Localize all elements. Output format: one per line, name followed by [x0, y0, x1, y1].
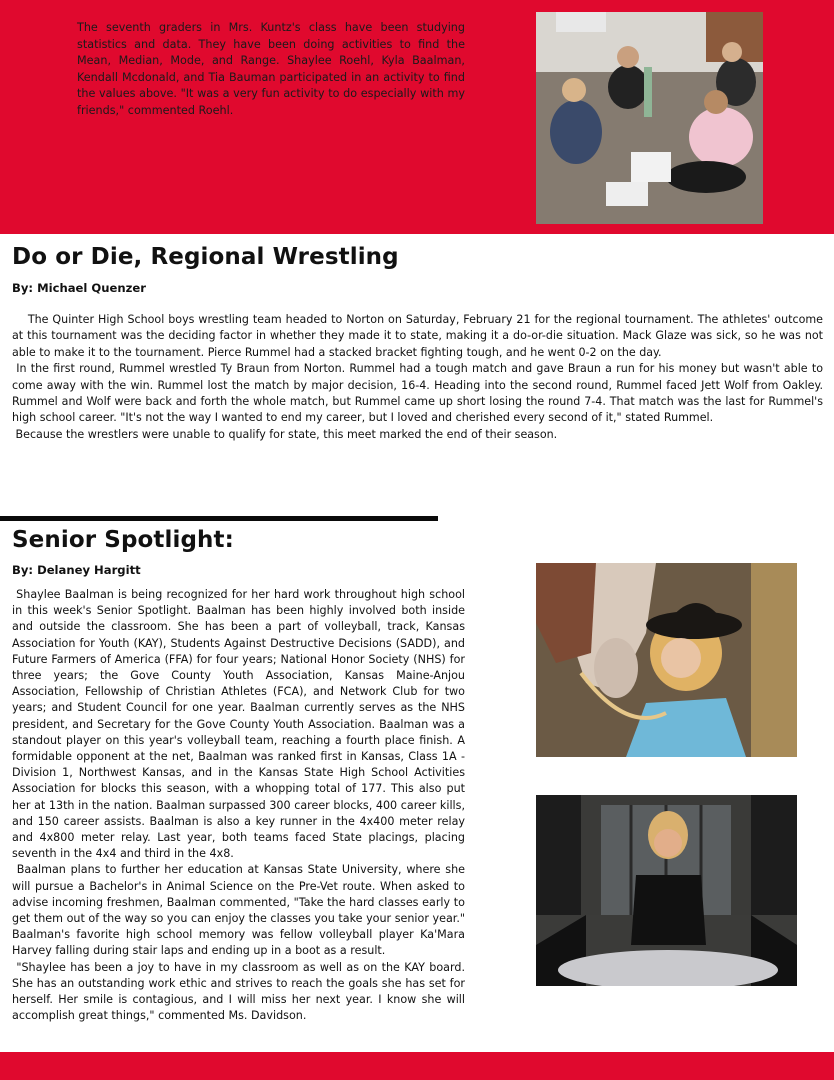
senior-paragraph: Shaylee Baalman is being recognized for her hard work throughout high school in this week's Senior Spotlight. Baalman has been highly involved both inside and outside the classroom. She has been a part of volleyball, track, Kansas Association for Youth (KAY), Students Against Destructive Decisions (SADD), and Future Farmers of America (FFA) for four years; National Honor Society (NHS) for three years; the Gove County Youth Association, Kansas Maine-Anjou Association, Fellowship of Christian Athletes (FCA), and Network Club for two years; and Student Council for one year. Baalman currently serves as the NHS president, and Secretary for the Gove County Youth Association. Baalman was a standout player on this year's volleyball team, reaching a fourth place finish. A formidable opponent at the net, Baalman was ranked first in Kansas, Class 1A - Division 1, Northwest Kansas, and in the Kansas State High School Activities Association for blocks this season, with a whopping total of 177. This also put her at 13th in the nation. Baalman surpassed 300 career blocks, 400 career kills, and 150 career assists. Baalman is also a key runner in the 4x400 meter relay and 4x800 meter relay. Last year, both teams faced State placings, placing seventh in the 4x4 and third in the 4x8. — [12, 588, 465, 861]
senior-headline: Senior Spotlight: — [12, 527, 234, 553]
senior-article — [12, 587, 465, 1024]
senior-paragraph: "Shaylee has been a joy to have in my classroom as well as on the KAY board. She has an outstanding work ethic and strives to reach the goals she has set for herself. Her smile is contagious, and I will miss her next year. I know she will accomplish great things," commented Ms. Davidson. — [12, 960, 465, 1023]
wrestling-paragraph: The Quinter High School boys wrestling team headed to Norton on Saturday, February 21 for the regional tournament. The athletes' outcome at this tournament was the deciding factor in whether they made it to state, making it a do-or-die situation. Mack Glaze was sick, so he was not able to make it to the tournament. Pierce Rummel had a stacked bracket fighting tough, and he went 0-2 on the day. — [12, 313, 823, 359]
intro-paragraph: The seventh graders in Mrs. Kuntz's class have been studying statistics and data. They have been doing activities to find the Mean, Median, Mode, and Range. Shaylee Roehl, Kyla Baalman, Kendall Mcdonald, and Tia Bauman participated in an activity to find the values above. "It was a very fun activity to do especially with my friends," commented Roehl. — [77, 21, 465, 117]
wrestling-paragraph: Because the wrestlers were unable to qualify for state, this meet marked the end of their season. — [12, 427, 558, 441]
senior-byline: By: Delaney Hargitt — [12, 563, 141, 577]
wrestling-article — [12, 312, 823, 443]
bottom-red-band — [0, 1052, 834, 1080]
senior-portrait-photo — [536, 795, 797, 986]
wrestling-headline: Do or Die, Regional Wrestling — [12, 244, 399, 270]
horse-and-girl-photo — [536, 563, 797, 757]
section-divider — [0, 516, 438, 521]
senior-paragraph: Baalman plans to further her education at Kansas State University, where she will pursue a Bachelor's in Animal Science on the Pre-Vet route. When asked to advise incoming freshmen, Baalman commented, "Take the hard classes early to get them out of the way so you can enjoy the classes you take your senior year." Baalman's favorite high school memory was fellow volleyball player Ka'Mara Harvey falling during stair laps and ending up in a boot as a result. — [12, 863, 465, 958]
classroom-activity-photo — [536, 12, 763, 224]
wrestling-byline: By: Michael Quenzer — [12, 281, 146, 295]
wrestling-paragraph: In the first round, Rummel wrestled Ty Braun from Norton. Rummel had a tough match and gave Braun a run for his money but wasn't able to come away with the win. Rummel lost the match by major decision, 16-4. Heading into the second round, Rummel faced Jett Wolf from Oakley. Rummel and Wolf were back and forth the whole match, but Rummel came up short losing the round 7-4. That match was the last for Rummel's high school career. "It's not the way I wanted to end my career, but I loved and cherished every second of it," stated Rummel. — [12, 362, 823, 425]
